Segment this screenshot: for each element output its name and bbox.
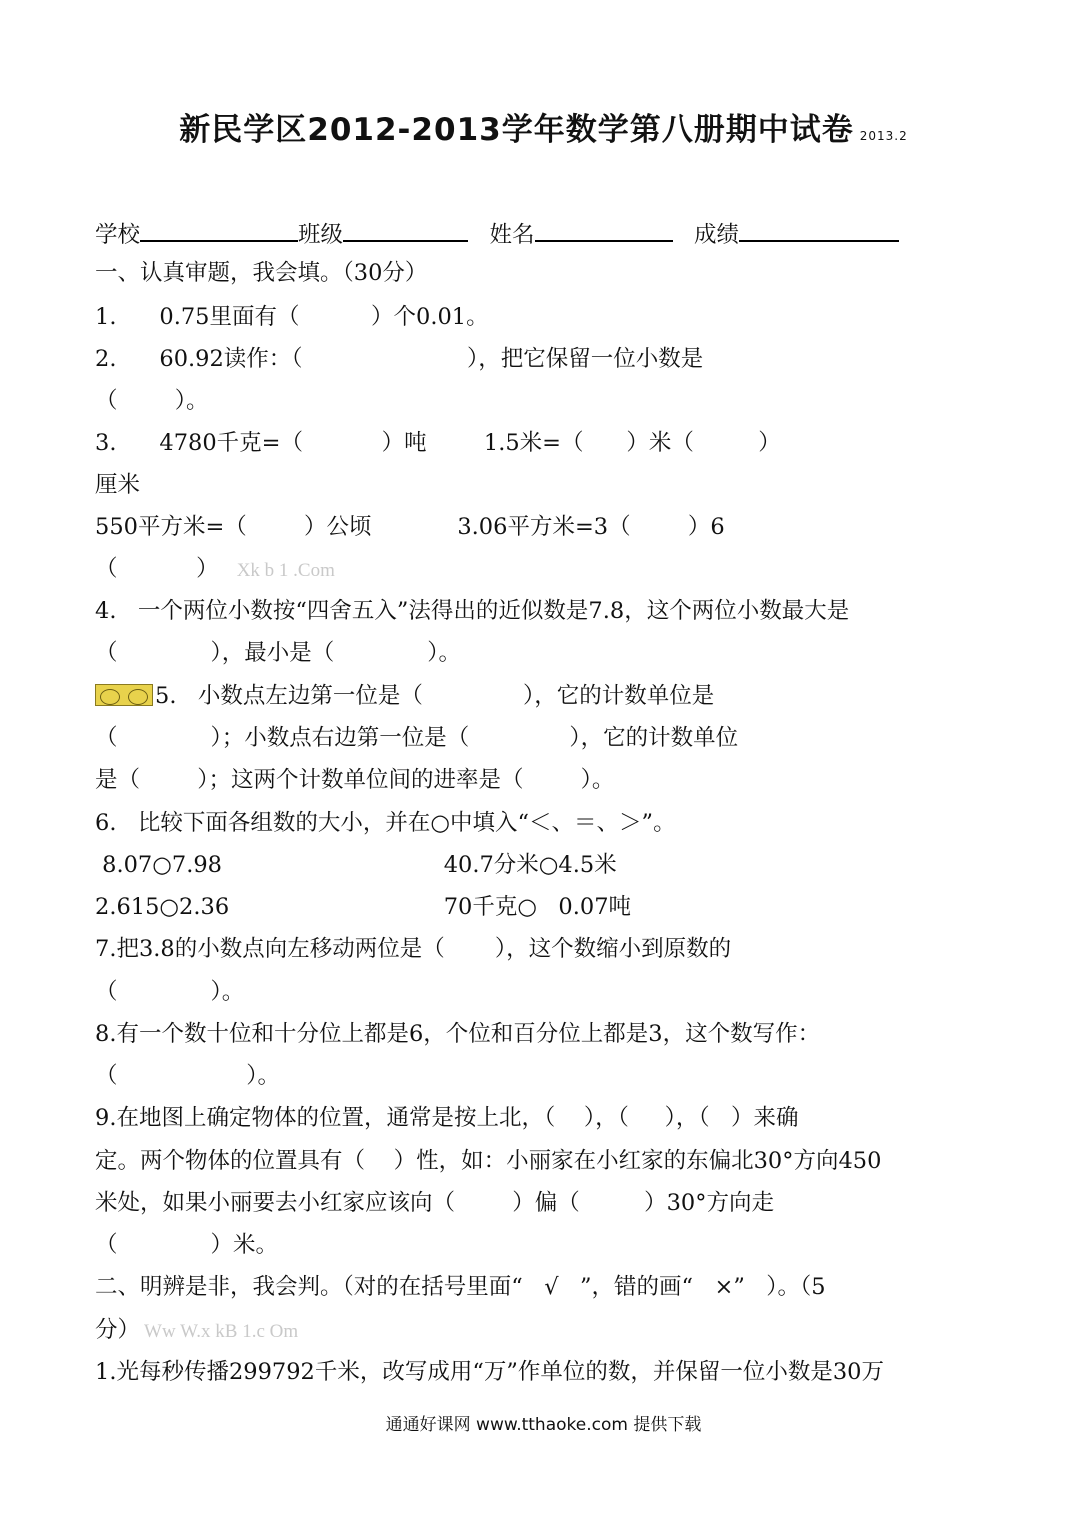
question-7: 7.把3.8的小数点向左移动两位是（ ），这个数缩小到原数的 [95, 936, 732, 962]
page-title [0, 104, 1087, 149]
page-footer: 通通好课网 www.tthaoke.com 提供下载 [385, 1415, 702, 1435]
section2-heading-cont-text: 分） [95, 1317, 141, 1343]
score-label: 成绩 [693, 222, 739, 248]
name-label: 姓名 [489, 222, 535, 248]
question-3-line2: 550平方米=（ ）公顷 3.06平方米=3（ ）6 [95, 514, 725, 540]
section2-heading: 二、明辨是非，我会判。（对的在括号里面“ √ ”，错的画“ ×” ）。（5 [95, 1274, 826, 1300]
question-2-cont: （ ）。 [95, 388, 209, 414]
question-4: 4. 一个两位小数按“四舍五入”法得出的近似数是7.8，这个两位小数最大是 [95, 598, 850, 624]
question-8: 8.有一个数十位和十分位上都是6，个位和百分位上都是3，这个数写作： [95, 1021, 821, 1047]
section2-heading-cont [95, 1315, 298, 1347]
class-blank [343, 220, 468, 242]
watermark-2: Ww W.x kB 1.c Om [144, 1321, 299, 1342]
question-9: 9.在地图上确定物体的位置，通常是按上北，（ ），（ ），（ ）来确 [95, 1105, 799, 1131]
name-blank [535, 220, 673, 242]
question-8-cont: （ ）。 [95, 1063, 280, 1089]
class-label: 班级 [298, 222, 344, 248]
question-5 [95, 681, 714, 711]
question-9-line4: （ ）米。 [95, 1232, 278, 1258]
question-5-line3: 是（ ）；这两个计数单位间的进率是（ ）。 [95, 767, 615, 793]
question-2: 2. 60.92读作：（ ），把它保留一位小数是 [95, 346, 704, 372]
question-4-cont: （ ），最小是（ ）。 [95, 640, 461, 666]
question-5-text: 5. 小数点左边第一位是（ ），它的计数单位是 [155, 683, 715, 709]
question-3-line3 [95, 554, 335, 586]
question-6-row1: 8.07○7.98 40.7分米○4.5米 [95, 852, 617, 878]
question-3: 3. 4780千克=（ ）吨 1.5米=（ ）米（ ） [95, 430, 781, 456]
question-7-cont: （ ）。 [95, 979, 245, 1005]
question-9-line2: 定。两个物体的位置具有（ ）性，如：小丽家在小红家的东偏北30°方向450 [95, 1148, 882, 1174]
title-date: 2013.2 [859, 129, 908, 143]
question-9-line3: 米处，如果小丽要去小红家应该向（ ）偏（ ）30°方向走 [95, 1190, 774, 1216]
school-label: 学校 [95, 222, 141, 248]
title-text: 新民学区2012-2013学年数学第八册期中试卷 [179, 112, 854, 148]
question-6-row2: 2.615○2.36 70千克○ 0.07吨 [95, 894, 632, 920]
watermark-1: Xk b 1 .Com [236, 560, 335, 581]
section1-heading: 一、认真审题，我会填。（30分） [95, 260, 428, 286]
school-blank [140, 220, 298, 242]
score-blank [739, 220, 899, 242]
question-3-cont: 厘米 [95, 472, 141, 498]
question-5-cont: （ ）；小数点右边第一位是（ ），它的计数单位 [95, 725, 739, 751]
edit-marker-icon [95, 684, 153, 706]
question-6: 6. 比较下面各组数的大小，并在○中填入“＜、＝、＞”。 [95, 810, 676, 836]
student-info-row [95, 220, 899, 250]
question-3-line3-text: （ ） [95, 556, 219, 582]
judge-question-1: 1.光每秒传播299792千米，改写成用“万”作单位的数，并保留一位小数是30万 [95, 1359, 884, 1385]
question-1: 1. 0.75里面有（ ）个0.01。 [95, 304, 489, 330]
